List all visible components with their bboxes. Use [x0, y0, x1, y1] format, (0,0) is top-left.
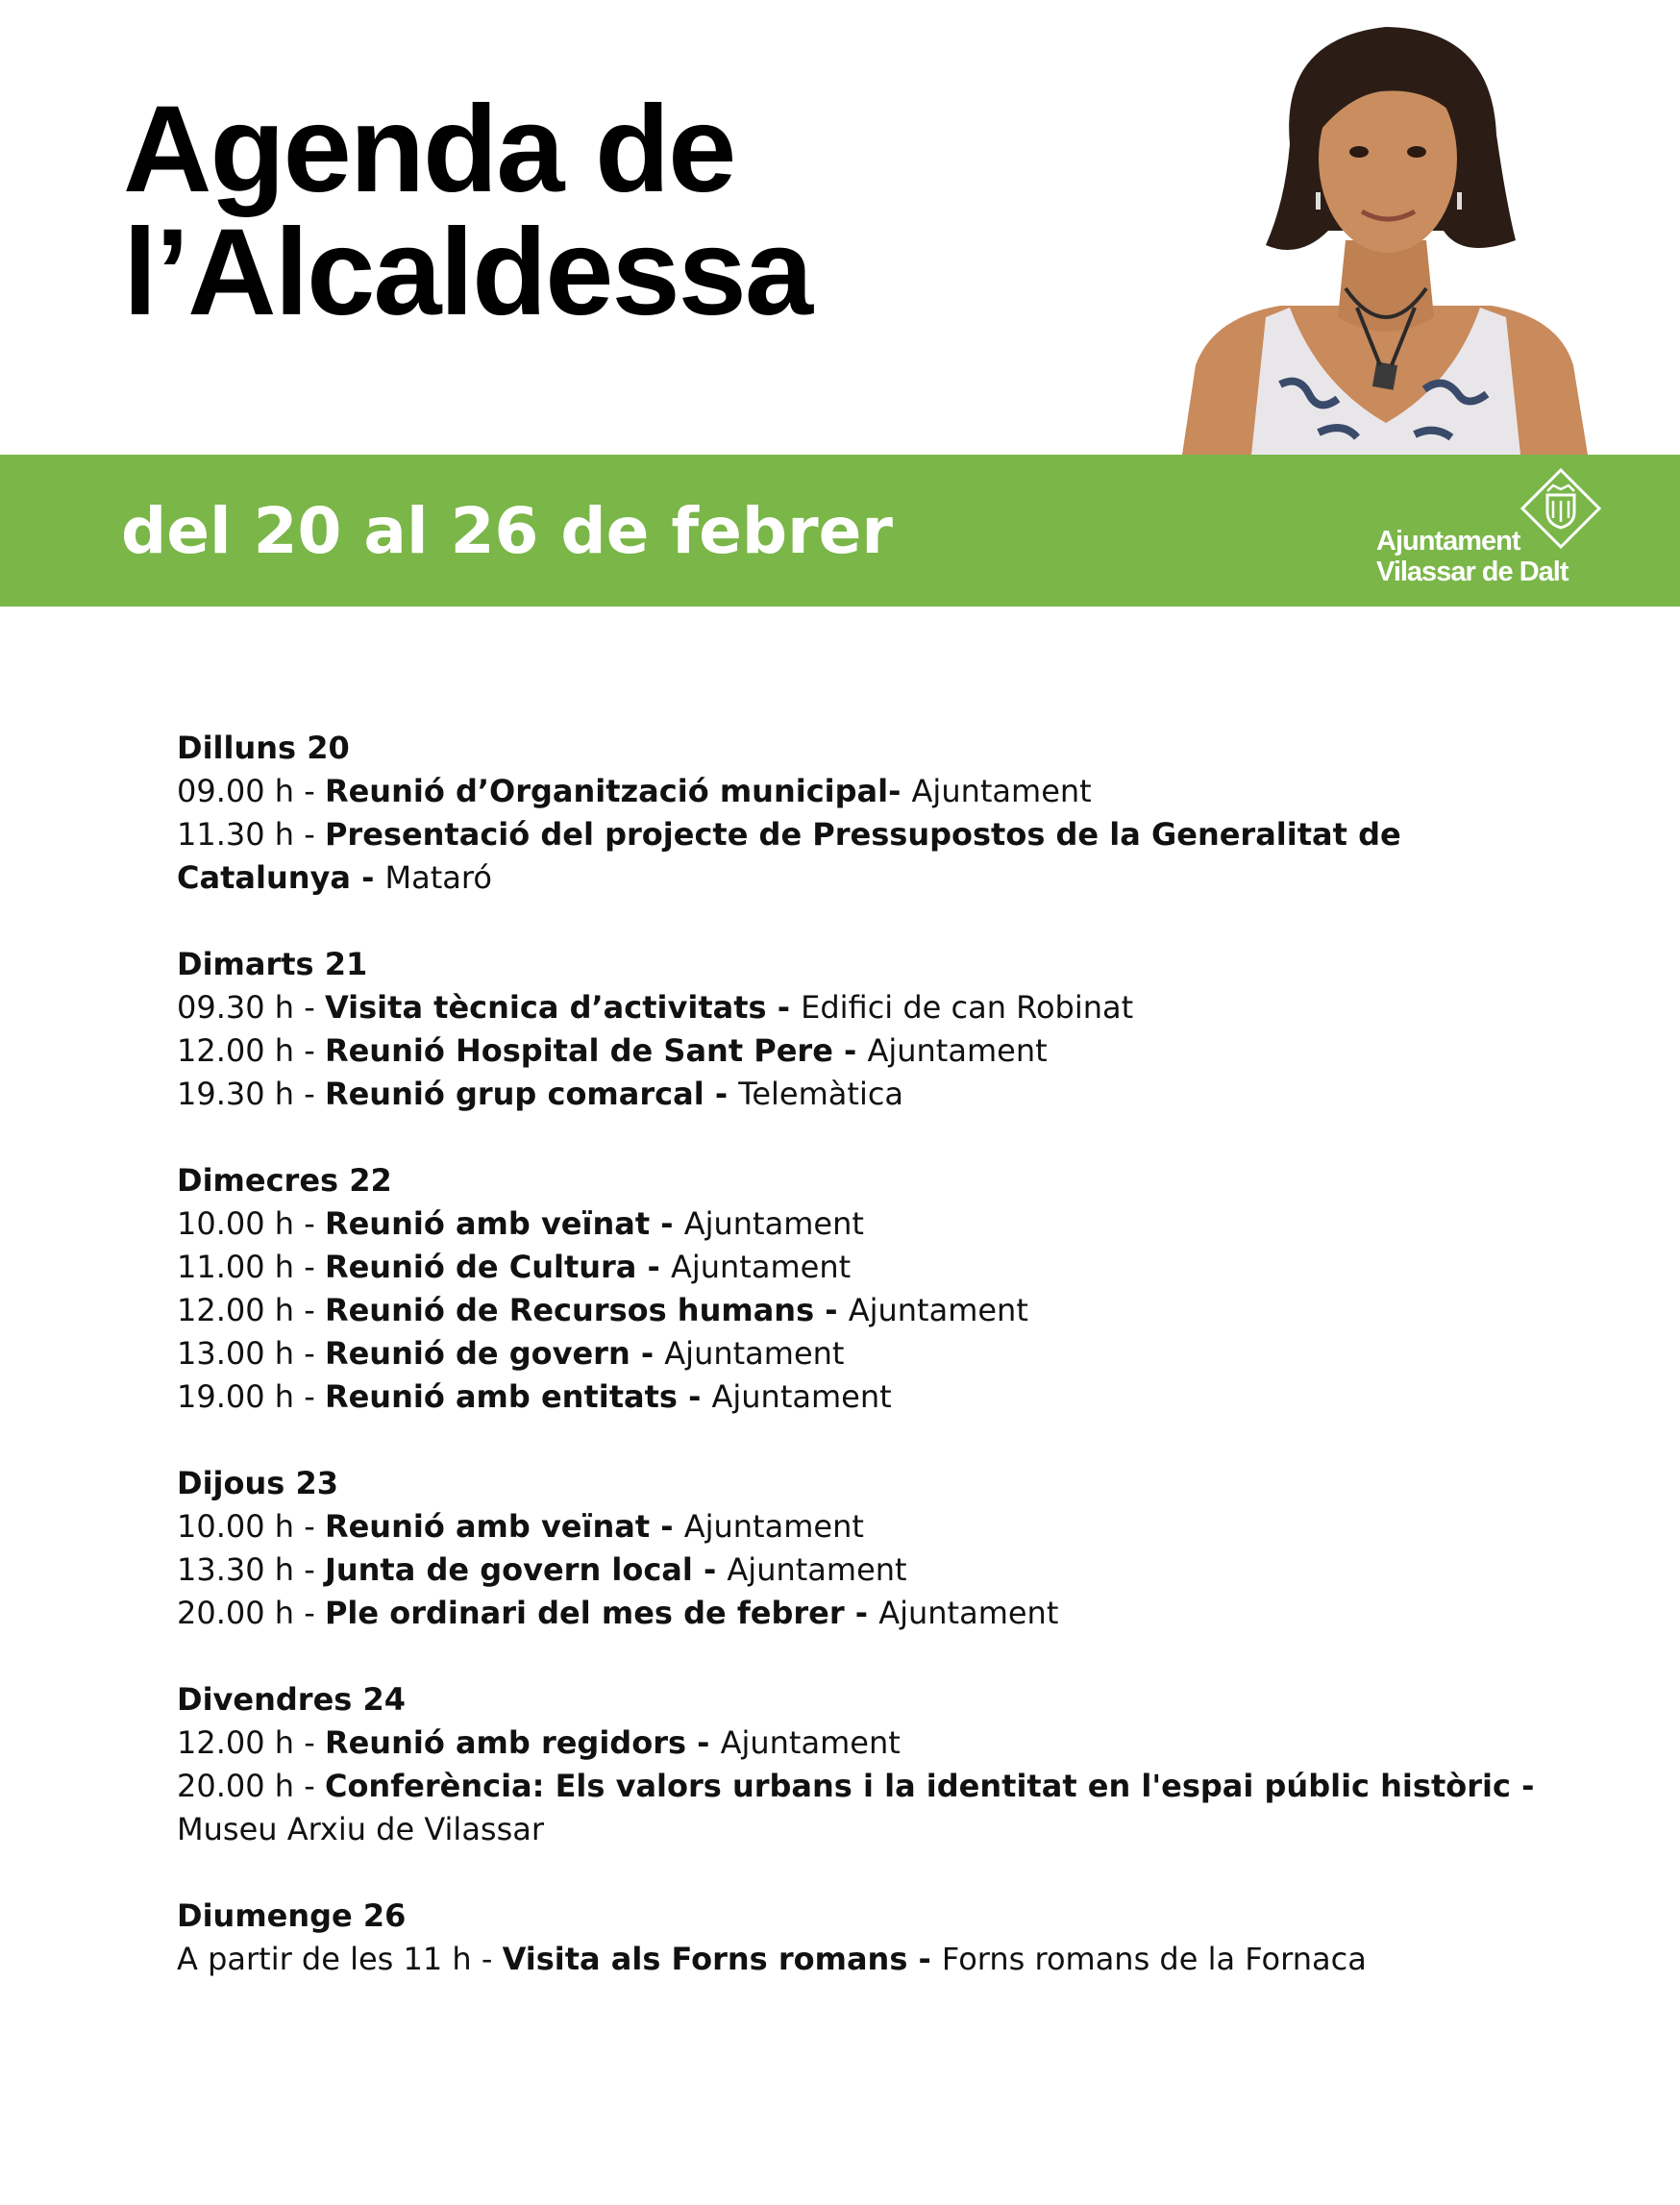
agenda-event: [177, 1548, 1542, 1592]
event-separator: -: [704, 1076, 739, 1112]
agenda-event: [177, 1722, 1542, 1765]
event-separator: -: [294, 1292, 325, 1328]
event-separator: -: [294, 1249, 325, 1285]
event-place: Ajuntament: [848, 1292, 1028, 1328]
day-heading: Dijous 23: [177, 1465, 338, 1501]
event-separator: -: [814, 1292, 849, 1328]
agenda-event: [177, 986, 1542, 1029]
logo-text: [1376, 526, 1568, 587]
event-separator: -: [766, 989, 802, 1026]
agenda-day: [177, 1678, 1542, 1851]
event-time: 09.00 h: [177, 773, 295, 809]
event-separator: -: [888, 773, 912, 809]
event-place: Ajuntament: [727, 1551, 907, 1588]
event-title: Reunió amb veïnat: [324, 1205, 651, 1242]
event-title: Reunió amb entitats: [324, 1378, 678, 1415]
event-title: Reunió amb regidors: [324, 1724, 687, 1761]
event-separator: -: [844, 1595, 879, 1631]
day-heading: Dimarts 21: [177, 946, 368, 982]
event-separator: -: [471, 1941, 503, 1977]
event-separator: -: [294, 1724, 325, 1761]
event-separator: -: [294, 1768, 325, 1804]
event-time: 10.00 h: [177, 1205, 295, 1242]
event-place: Ajuntament: [664, 1335, 845, 1372]
title-line-1: Agenda de: [123, 81, 735, 218]
event-separator: -: [294, 1032, 325, 1069]
event-place: Mataró: [384, 859, 492, 896]
event-title: Junta de govern local: [324, 1551, 693, 1588]
agenda-day: [177, 1895, 1542, 1981]
event-separator: -: [294, 1551, 325, 1588]
event-place: Ajuntament: [711, 1378, 892, 1415]
event-time: 20.00 h: [177, 1768, 295, 1804]
agenda-event: [177, 1505, 1542, 1548]
day-heading: Diumenge 26: [177, 1897, 407, 1934]
event-title: Visita als Forns romans: [502, 1941, 908, 1977]
date-banner: [0, 455, 1680, 607]
agenda-event: [177, 1246, 1542, 1289]
agenda-event: [177, 1073, 1542, 1116]
event-separator: -: [294, 1205, 325, 1242]
agenda-event: [177, 1202, 1542, 1246]
agenda-event: [177, 1938, 1542, 1981]
agenda-list: [177, 727, 1542, 2024]
day-heading: Divendres 24: [177, 1681, 406, 1718]
event-separator: -: [650, 1508, 684, 1545]
agenda-day: [177, 727, 1542, 900]
event-time: 12.00 h: [177, 1292, 295, 1328]
event-title: Reunió de Cultura: [324, 1249, 637, 1285]
event-place: Museu Arxiu de Vilassar: [177, 1811, 545, 1847]
event-separator: -: [294, 773, 325, 809]
event-time: 19.30 h: [177, 1076, 295, 1112]
event-title: Ple ordinari del mes de febrer: [324, 1595, 845, 1631]
event-separator: -: [294, 1508, 325, 1545]
day-heading: Dilluns 20: [177, 730, 350, 766]
event-separator: -: [294, 1595, 325, 1631]
day-heading: Dimecres 22: [177, 1162, 392, 1199]
event-separator: -: [294, 1076, 325, 1112]
event-title: Visita tècnica d’activitats: [324, 989, 767, 1026]
event-title: Reunió amb veïnat: [324, 1508, 651, 1545]
event-separator: -: [636, 1249, 671, 1285]
event-title: Reunió de Recursos humans: [324, 1292, 815, 1328]
event-title: Reunió grup comarcal: [324, 1076, 704, 1112]
event-separator: -: [294, 816, 325, 853]
event-separator: -: [686, 1724, 721, 1761]
event-place: Ajuntament: [683, 1508, 864, 1545]
agenda-event: [177, 1332, 1542, 1375]
event-title: Reunió Hospital de Sant Pere: [324, 1032, 833, 1069]
agenda-event: [177, 1592, 1542, 1635]
event-time: 20.00 h: [177, 1595, 295, 1631]
date-range: del 20 al 26 de febrer: [121, 494, 893, 568]
event-time: 11.30 h: [177, 816, 295, 853]
event-place: Ajuntament: [720, 1724, 901, 1761]
event-separator: -: [832, 1032, 868, 1069]
event-separator: -: [692, 1551, 728, 1588]
logo-line-1: Ajuntament: [1376, 526, 1520, 557]
event-separator: -: [677, 1378, 712, 1415]
event-title: Reunió de govern: [324, 1335, 630, 1372]
event-separator: -: [630, 1335, 665, 1372]
agenda-event: [177, 813, 1542, 900]
event-time: 13.30 h: [177, 1551, 295, 1588]
agenda-event: [177, 1029, 1542, 1073]
event-time: 12.00 h: [177, 1724, 295, 1761]
logo-line-2: Vilassar de Dalt: [1376, 557, 1569, 587]
event-time: 13.00 h: [177, 1335, 295, 1372]
event-separator: -: [1510, 1768, 1535, 1804]
page-title: [123, 81, 811, 341]
agenda-event: [177, 1765, 1542, 1851]
event-place: Telemàtica: [738, 1076, 904, 1112]
event-place: Ajuntament: [683, 1205, 864, 1242]
event-place: Ajuntament: [878, 1595, 1059, 1631]
event-separator: -: [907, 1941, 942, 1977]
event-separator: -: [350, 859, 385, 896]
event-title: Presentació del projecte de Pressupostos de la Generalitat de Catalunya: [177, 816, 1401, 896]
event-separator: -: [294, 1335, 325, 1372]
ajuntament-logo: [1376, 468, 1607, 593]
event-place: Forns romans de la Fornaca: [941, 1941, 1367, 1977]
event-title: Conferència: Els valors urbans i la identitat en l'espai públic històric: [324, 1768, 1511, 1804]
agenda-event: [177, 1375, 1542, 1419]
event-time: 11.00 h: [177, 1249, 295, 1285]
event-separator: -: [294, 989, 325, 1026]
agenda-day: [177, 943, 1542, 1116]
agenda-event: [177, 1289, 1542, 1332]
event-place: Edifici de can Robinat: [801, 989, 1134, 1026]
event-place: Ajuntament: [867, 1032, 1048, 1069]
event-separator: -: [294, 1378, 325, 1415]
title-line-2: l’Alcaldessa: [123, 204, 811, 341]
event-place: Ajuntament: [911, 773, 1092, 809]
agenda-day: [177, 1462, 1542, 1635]
event-time: 12.00 h: [177, 1032, 295, 1069]
mayor-portrait: [1174, 0, 1597, 455]
event-time: A partir de les 11 h: [177, 1941, 472, 1977]
event-time: 09.30 h: [177, 989, 295, 1026]
agenda-day: [177, 1159, 1542, 1419]
event-place: Ajuntament: [670, 1249, 852, 1285]
event-title: Reunió d’Organització municipal: [324, 773, 889, 809]
event-time: 10.00 h: [177, 1508, 295, 1545]
event-separator: -: [650, 1205, 684, 1242]
event-time: 19.00 h: [177, 1378, 295, 1415]
agenda-event: [177, 770, 1542, 813]
